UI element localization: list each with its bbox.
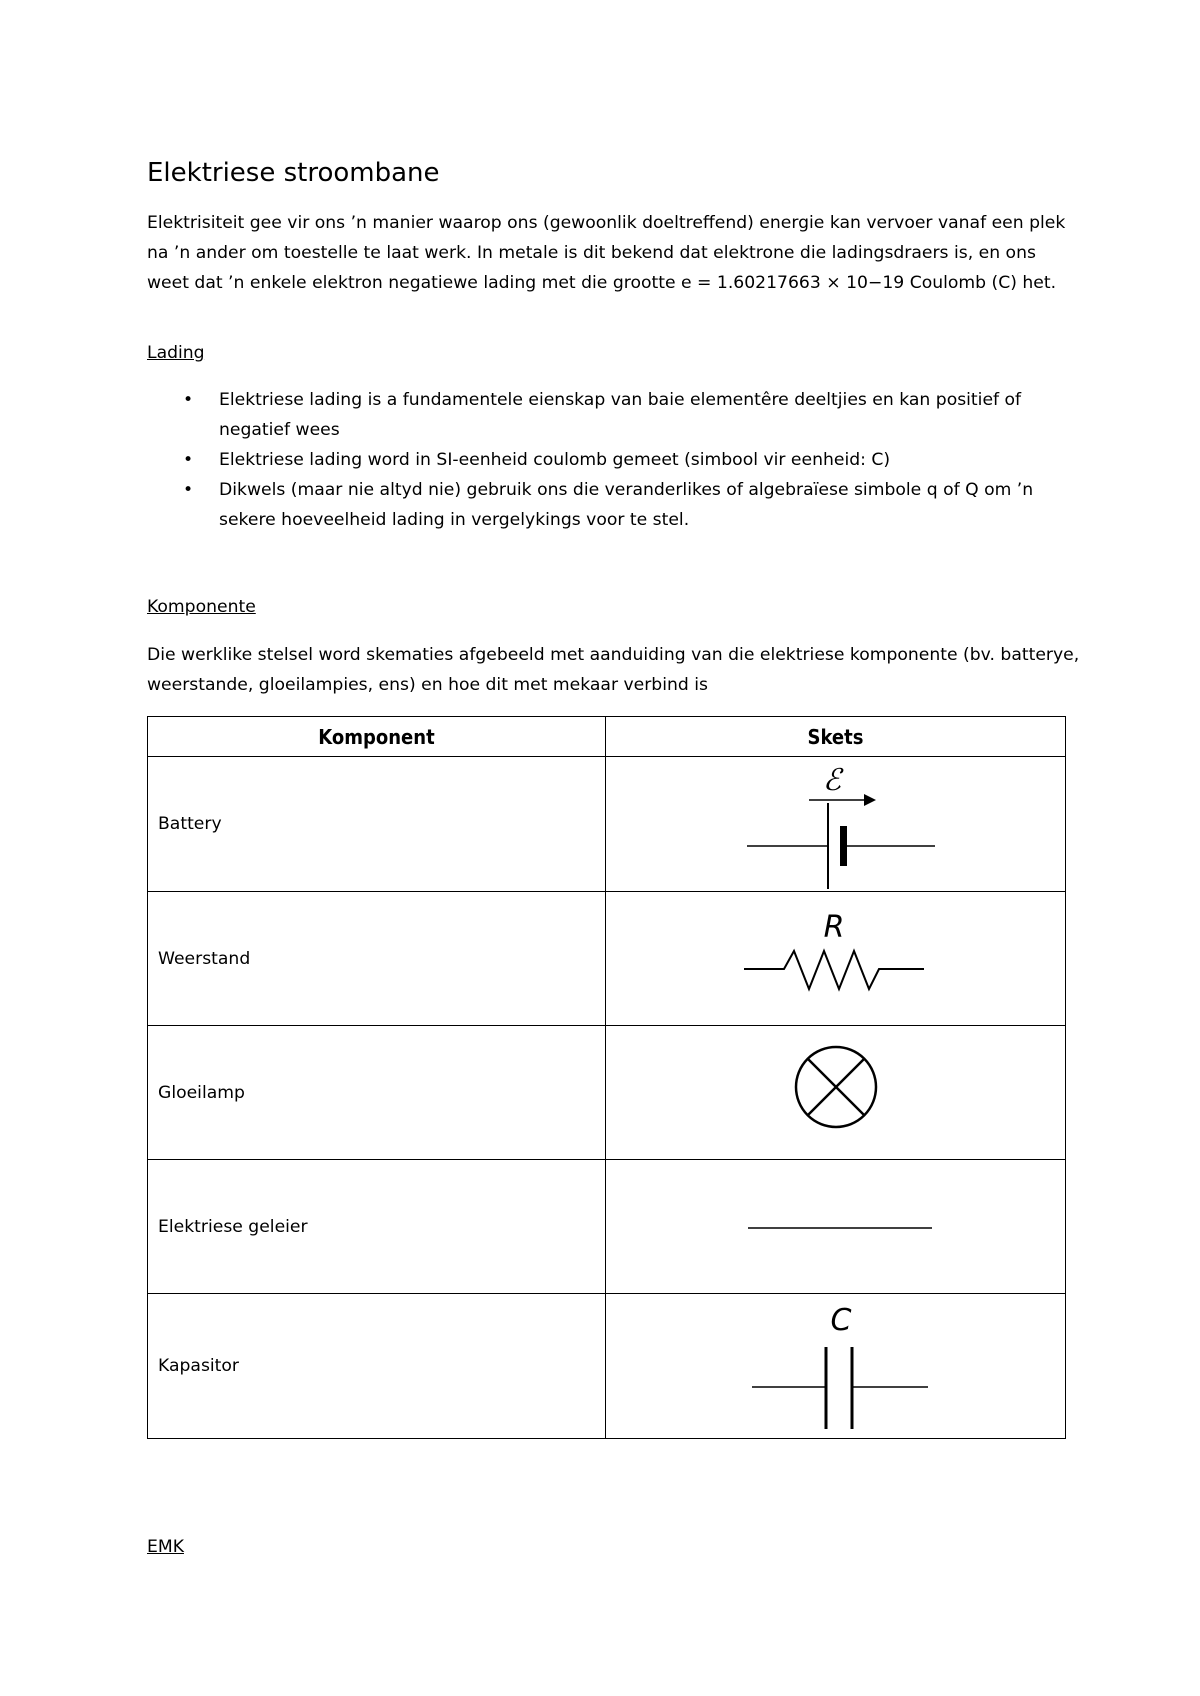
komponente-paragraph: Die werklike stelsel word skematies afgebeeld met aanduiding van die elektriese komponente (bv. batterye, weerstande, gloeilampies, ens) en hoe dit met mekaar verbind is: [147, 645, 1080, 695]
emf-symbol-label: ℰ: [822, 762, 841, 798]
capacitor-symbol-icon: [736, 1295, 936, 1438]
section-heading-emk: EMK: [147, 1537, 184, 1557]
resistor-sketch-cell: [606, 892, 1066, 1026]
intro-paragraph: Elektrisiteit gee vir ons ’n manier waarop ons (gewoonlik doeltreffend) energie kan vervoer vanaf een plek na ’n ander om toestelle te laat werk. In metale is dit bekend dat elektrone die ladingsdraers is, en ons weet dat ’n enkele elektron negatiewe lading met die grootte e = 1.60217663 × 10−19 Coulomb (C) het.: [147, 213, 1066, 293]
section-heading-lading: Lading: [147, 343, 205, 363]
table-row: [148, 1294, 1066, 1439]
lamp-symbol-icon: [736, 1027, 936, 1159]
battery-sketch-cell: [606, 757, 1066, 892]
table-row: [148, 1160, 1066, 1294]
page-title: Elektriese stroombane: [147, 158, 440, 188]
list-item-text: Elektriese lading is a fundamentele eienskap van baie elementêre deeltjies en kan positief of negatief wees: [219, 390, 1022, 440]
list-item-text: Elektriese lading word in SI-eenheid coulomb gemeet (simbool vir eenheid: C): [219, 450, 891, 470]
battery-symbol-icon: [736, 758, 936, 891]
capacitor-sketch-cell: [606, 1294, 1066, 1439]
table-row: [148, 892, 1066, 1026]
column-header-komponent: Komponent: [148, 717, 606, 757]
component-name: Weerstand: [148, 892, 606, 1026]
conductor-symbol-icon: [736, 1161, 936, 1293]
list-item: [147, 445, 1067, 475]
component-name: Kapasitor: [148, 1294, 606, 1439]
components-table: [147, 716, 1066, 1439]
bullet-icon: •: [183, 390, 194, 410]
component-name: Elektriese geleier: [148, 1160, 606, 1294]
resistance-symbol-label: R: [823, 909, 844, 945]
conductor-sketch-cell: [606, 1160, 1066, 1294]
bullet-icon: •: [183, 450, 194, 470]
table-row: [148, 1026, 1066, 1160]
component-name: Gloeilamp: [148, 1026, 606, 1160]
resistor-symbol-icon: [736, 893, 936, 1025]
bullet-icon: •: [183, 480, 194, 500]
lading-bullet-list: [147, 385, 1067, 535]
list-item: [147, 385, 1067, 445]
lamp-sketch-cell: [606, 1026, 1066, 1160]
capacitance-symbol-label: C: [830, 1302, 851, 1338]
list-item-text: Dikwels (maar nie altyd nie) gebruik ons die veranderlikes of algebraïese simbole q of Q om ’n sekere hoeveelheid lading in vergelykings voor te stel.: [219, 480, 1034, 530]
component-name: Battery: [148, 757, 606, 892]
list-item: [147, 475, 1067, 535]
table-row: [148, 757, 1066, 892]
section-heading-komponente: Komponente: [147, 597, 256, 617]
column-header-skets: Skets: [606, 717, 1066, 757]
table-header-row: [148, 717, 1066, 757]
